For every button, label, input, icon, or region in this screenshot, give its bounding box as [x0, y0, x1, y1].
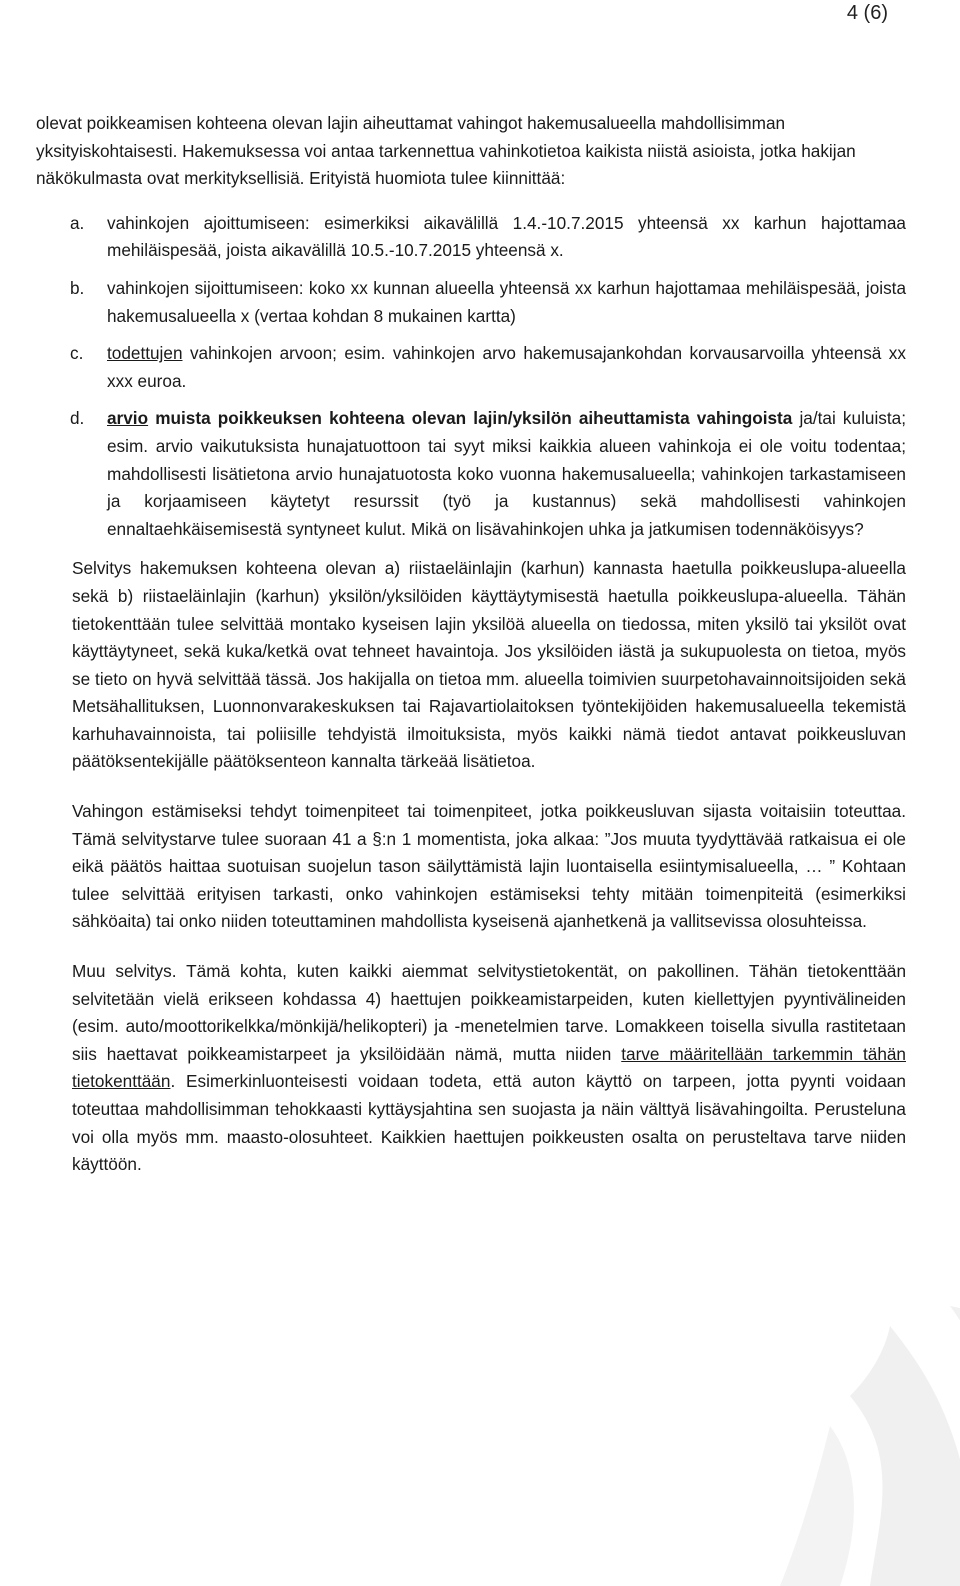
- list-item: [70, 210, 906, 265]
- intro-paragraph: olevat poikkeamisen kohteena olevan lajin aiheuttamat vahingot hakemusalueella mahdollisimman yksityiskohtaisesti. Hakemuksessa voi antaa tarkennettua vahinkotietoa kaikista niistä asioista, jotka hakijan näkökulmasta ovat merkityksellisiä. Erityistä huomiota tulee kiinnittää:: [36, 113, 856, 189]
- underlined-term: todettujen: [107, 343, 183, 364]
- numbered-item: [2, 958, 906, 1179]
- list-item: [70, 275, 906, 330]
- numbered-marker: [2, 798, 72, 936]
- numbered-item: [2, 798, 906, 936]
- watermark-logo: [720, 1286, 960, 1586]
- numbered-item: [2, 555, 906, 776]
- list-item-text: [107, 405, 906, 543]
- numbered-item-body: . Esimerkinluonteisesti voidaan todeta, että auton käyttö on tarpeen, jotta pyynti voidaan toteuttaa mahdollisimman tehokkaasti kyttäysjahtina sen suojasta ja näin välttyä lisävahingoilta. Perusteluna voi olla myös mm. maasto-olosuhteet. Kaikkien haettujen poikkeusten osalta on perusteltava tarve niiden käyttöön.: [72, 1071, 906, 1175]
- numbered-marker: [2, 958, 72, 1179]
- list-marker: d.: [70, 408, 85, 429]
- page-number: 4 (6): [846, 2, 888, 24]
- list-item: [70, 340, 906, 395]
- list-item: [70, 405, 906, 543]
- list-marker: a.: [70, 212, 85, 233]
- list-marker: c.: [70, 343, 84, 364]
- numbered-sections: [2, 555, 906, 1178]
- list-item-text: vahinkojen sijoittumiseen: koko xx kunnan alueella yhteensä xx karhun hajottamaa mehiläispesää, joista hakemusalueella x (vertaa kohdan 8 mukainen kartta): [107, 277, 906, 326]
- list-item-body: vahinkojen arvoon; esim. vahinkojen arvo hakemusajankohdan korvausarvoilla yhteensä xx xxx euroa.: [107, 343, 906, 391]
- numbered-item-body: Muu selvitys. Tämä kohta, kuten kaikki aiemmat selvitystietokentät, on pakollinen. Tähän tietokenttään selvitetään vielä erikseen kohdassa 4) haettujen poikkeamistarpeiden, kuten kiellettyjen pyyntivälineiden (esim. auto/moottorikelkka/mönkijä/helikopteri) ja -menetelmien tarve. Lomakkeen toisella sivulla rastitetaan siis haettavat poikkeamistarpeet ja yksilöidään nämä, mutta niiden: [72, 961, 906, 1064]
- underlined-term: arvio: [107, 408, 149, 429]
- numbered-item-text: Selvitys hakemuksen kohteena olevan a) riistaeläinlajin (karhun) kannasta haetulla poikkeuslupa-alueella sekä b) riistaeläinlajin (karhun) yksilön/yksilöiden käyttäytymisestä haetulla poikkeuslupa-alueella. Tähän tietokenttään tulee selvittää montako kyseisen lajin yksilöä alueella on tiedossa, miten yksilö tai yksilöt ovat käyttäytyneet, sekä kuka/ketkä ovat tehneet havaintoja. Jos yksilöiden iästä ja sukupuolesta on tietoa, myös se tieto on hyvä selvittää tässä. Jos hakijalla on tietoa mm. alueella toimivien suurpetohavainnoitsijoiden sekä Metsähallituksen, Luonnonvarakeskuksen tai Rajavartiolaitoksen työntekijöiden hakemusalueella tekemistä karhuhavainnoista, tai poliisille tehdyistä ilmoituksista, myös kaikki nämä tiedot antavat poikkeusluvan päätöksentekijälle päätöksenteon kannalta tärkeää lisätietoa.: [72, 558, 906, 772]
- underlined-phrase: tarve määritellään tarkemmin tähän tietokenttään: [72, 1043, 906, 1092]
- bold-phrase: muista poikkeuksen kohteena olevan lajin/yksilön aiheuttamista vahingoista: [148, 408, 793, 429]
- numbered-item-text: [72, 958, 906, 1179]
- list-item-text: [107, 340, 906, 395]
- list-marker: b.: [70, 277, 85, 298]
- criteria-list: [70, 210, 906, 544]
- list-item-body: ja/tai kuluista; esim. arvio vaikutuksista hunajatuottoon tai syyt miksi kaikkia alueen vahinkoja ei ole voitu todentaa; mahdollisesti lisätietona arvio hunajatuotosta koko vuonna hakemusalueella; vahinkojen tarkastamiseen ja korjaamiseen käytetyt resurssit (työ ja kustannus) sekä mahdollisesti vahinkojen ennaltaehkäisemisestä syntyneet kulut. Mikä on lisävahinkojen uhka ja jatkumisen todennäköisyys?: [107, 408, 906, 539]
- list-item-text: vahinkojen ajoittumiseen: esimerkiksi aikavälillä 1.4.-10.7.2015 yhteensä xx karhun hajottamaa mehiläispesää, joista aikavälillä 10.5.-10.7.2015 yhteensä x.: [107, 212, 906, 261]
- numbered-item-text: Vahingon estämiseksi tehdyt toimenpiteet tai toimenpiteet, jotka poikkeusluvan sijasta voitaisiin toteuttaa. Tämä selvitystarve tulee suoraan 41 a §:n 1 momentista, joka alkaa: ”Jos muuta tyydyttävää ratkaisua ei ole eikä päätös haittaa suotuisan suojelun tason säilyttämistä lajin luontaisella esiintymisalueella, … ” Kohtaan tulee selvittää erityisen tarkasti, onko vahinkojen estämiseksi tehty mitään toimenpiteitä (esimerkiksi sähköaita) tai onko niiden toteuttaminen mahdollista kyseisenä ajanhetkenä ja vallitsevissa olosuhteissa.: [72, 801, 906, 932]
- numbered-marker: [2, 555, 72, 776]
- document-body: [36, 110, 906, 1201]
